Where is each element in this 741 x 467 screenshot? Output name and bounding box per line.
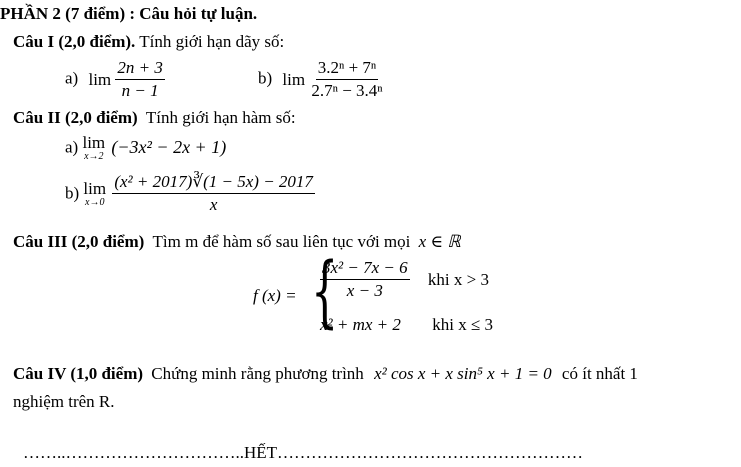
question-1b: [258, 58, 385, 101]
question-4-title: Câu IV (1,0 điểm): [13, 364, 144, 383]
case-1-denominator: x − 3: [346, 281, 383, 300]
question-1b-denominator: 2.7ⁿ − 3.4ⁿ: [311, 81, 383, 100]
piecewise-fx: f (x) =: [253, 286, 297, 305]
question-2-heading: [13, 108, 296, 128]
question-2b-denominator: x: [209, 195, 218, 214]
case-1-numerator: 3x² − 7x − 6: [320, 258, 410, 280]
piecewise-brace: {: [311, 247, 339, 337]
case-2-expression: x² + mx + 2: [320, 315, 401, 334]
question-4-line-1: [13, 364, 638, 384]
end-marker: ……..…………………………..HẾT………………………………………………: [23, 443, 584, 462]
question-3-text: Tìm m để hàm số sau liên tục với mọi: [152, 232, 411, 251]
question-1b-fraction: [309, 58, 384, 101]
question-2b-fraction: [112, 172, 315, 215]
section-header: PHẦN 2 (7 điểm) : Câu hỏi tự luận.: [0, 4, 258, 23]
question-1a-numerator: 2n + 3: [115, 58, 164, 80]
question-4-line-2: nghiệm trên R.: [13, 392, 115, 411]
case-2-condition: khi x ≤ 3: [432, 315, 494, 334]
question-1a-denominator: n − 1: [121, 81, 159, 100]
question-2b-sub: x→0: [85, 197, 105, 208]
question-2b-limit: [83, 179, 106, 208]
question-2a-limit: [82, 133, 105, 162]
question-2b-numerator: (x² + 2017)∛(1 − 5x) − 2017: [112, 172, 315, 194]
question-4-equation: x² cos x + x sin⁵ x + 1 = 0: [374, 364, 552, 383]
question-1b-label: b): [258, 68, 273, 88]
piecewise-case-1: [320, 258, 489, 301]
question-2-text: Tính giới hạn hàm số:: [145, 108, 296, 127]
question-4-text-2: có ít nhất 1: [561, 364, 638, 383]
question-2a-sub: x→2: [84, 151, 104, 162]
question-1b-numerator: 3.2ⁿ + 7ⁿ: [316, 58, 379, 80]
question-3-heading: [13, 232, 461, 252]
question-2b-lim: lim: [83, 179, 107, 198]
question-2a-lim: lim: [82, 133, 106, 152]
question-1a: [65, 58, 165, 101]
question-1a-lim: lim: [88, 69, 112, 89]
question-2b-label: b): [65, 183, 80, 203]
question-2a-expression: (−3x² − 2x + 1): [111, 137, 227, 157]
question-2a: [65, 133, 226, 162]
piecewise-case-2: [320, 315, 493, 335]
question-1-text: Tính giới hạn dãy số:: [139, 32, 285, 51]
question-3-condition: x ∈ ℝ: [418, 232, 461, 251]
question-3-title: Câu III (2,0 điểm): [13, 232, 145, 251]
question-2-title: Câu II (2,0 điểm): [13, 108, 138, 127]
case-1-fraction: [320, 258, 410, 301]
question-1a-fraction: [115, 58, 164, 101]
question-1b-lim: lim: [282, 69, 306, 89]
question-1a-label: a): [65, 68, 79, 88]
question-4-text: Chứng minh rằng phương trình: [151, 364, 364, 383]
question-1-title: Câu I (2,0 điểm).: [13, 32, 136, 51]
question-2b: [65, 172, 315, 215]
case-1-condition: khi x > 3: [427, 269, 489, 289]
question-2a-label: a): [65, 137, 79, 157]
question-1-heading: [13, 32, 284, 52]
